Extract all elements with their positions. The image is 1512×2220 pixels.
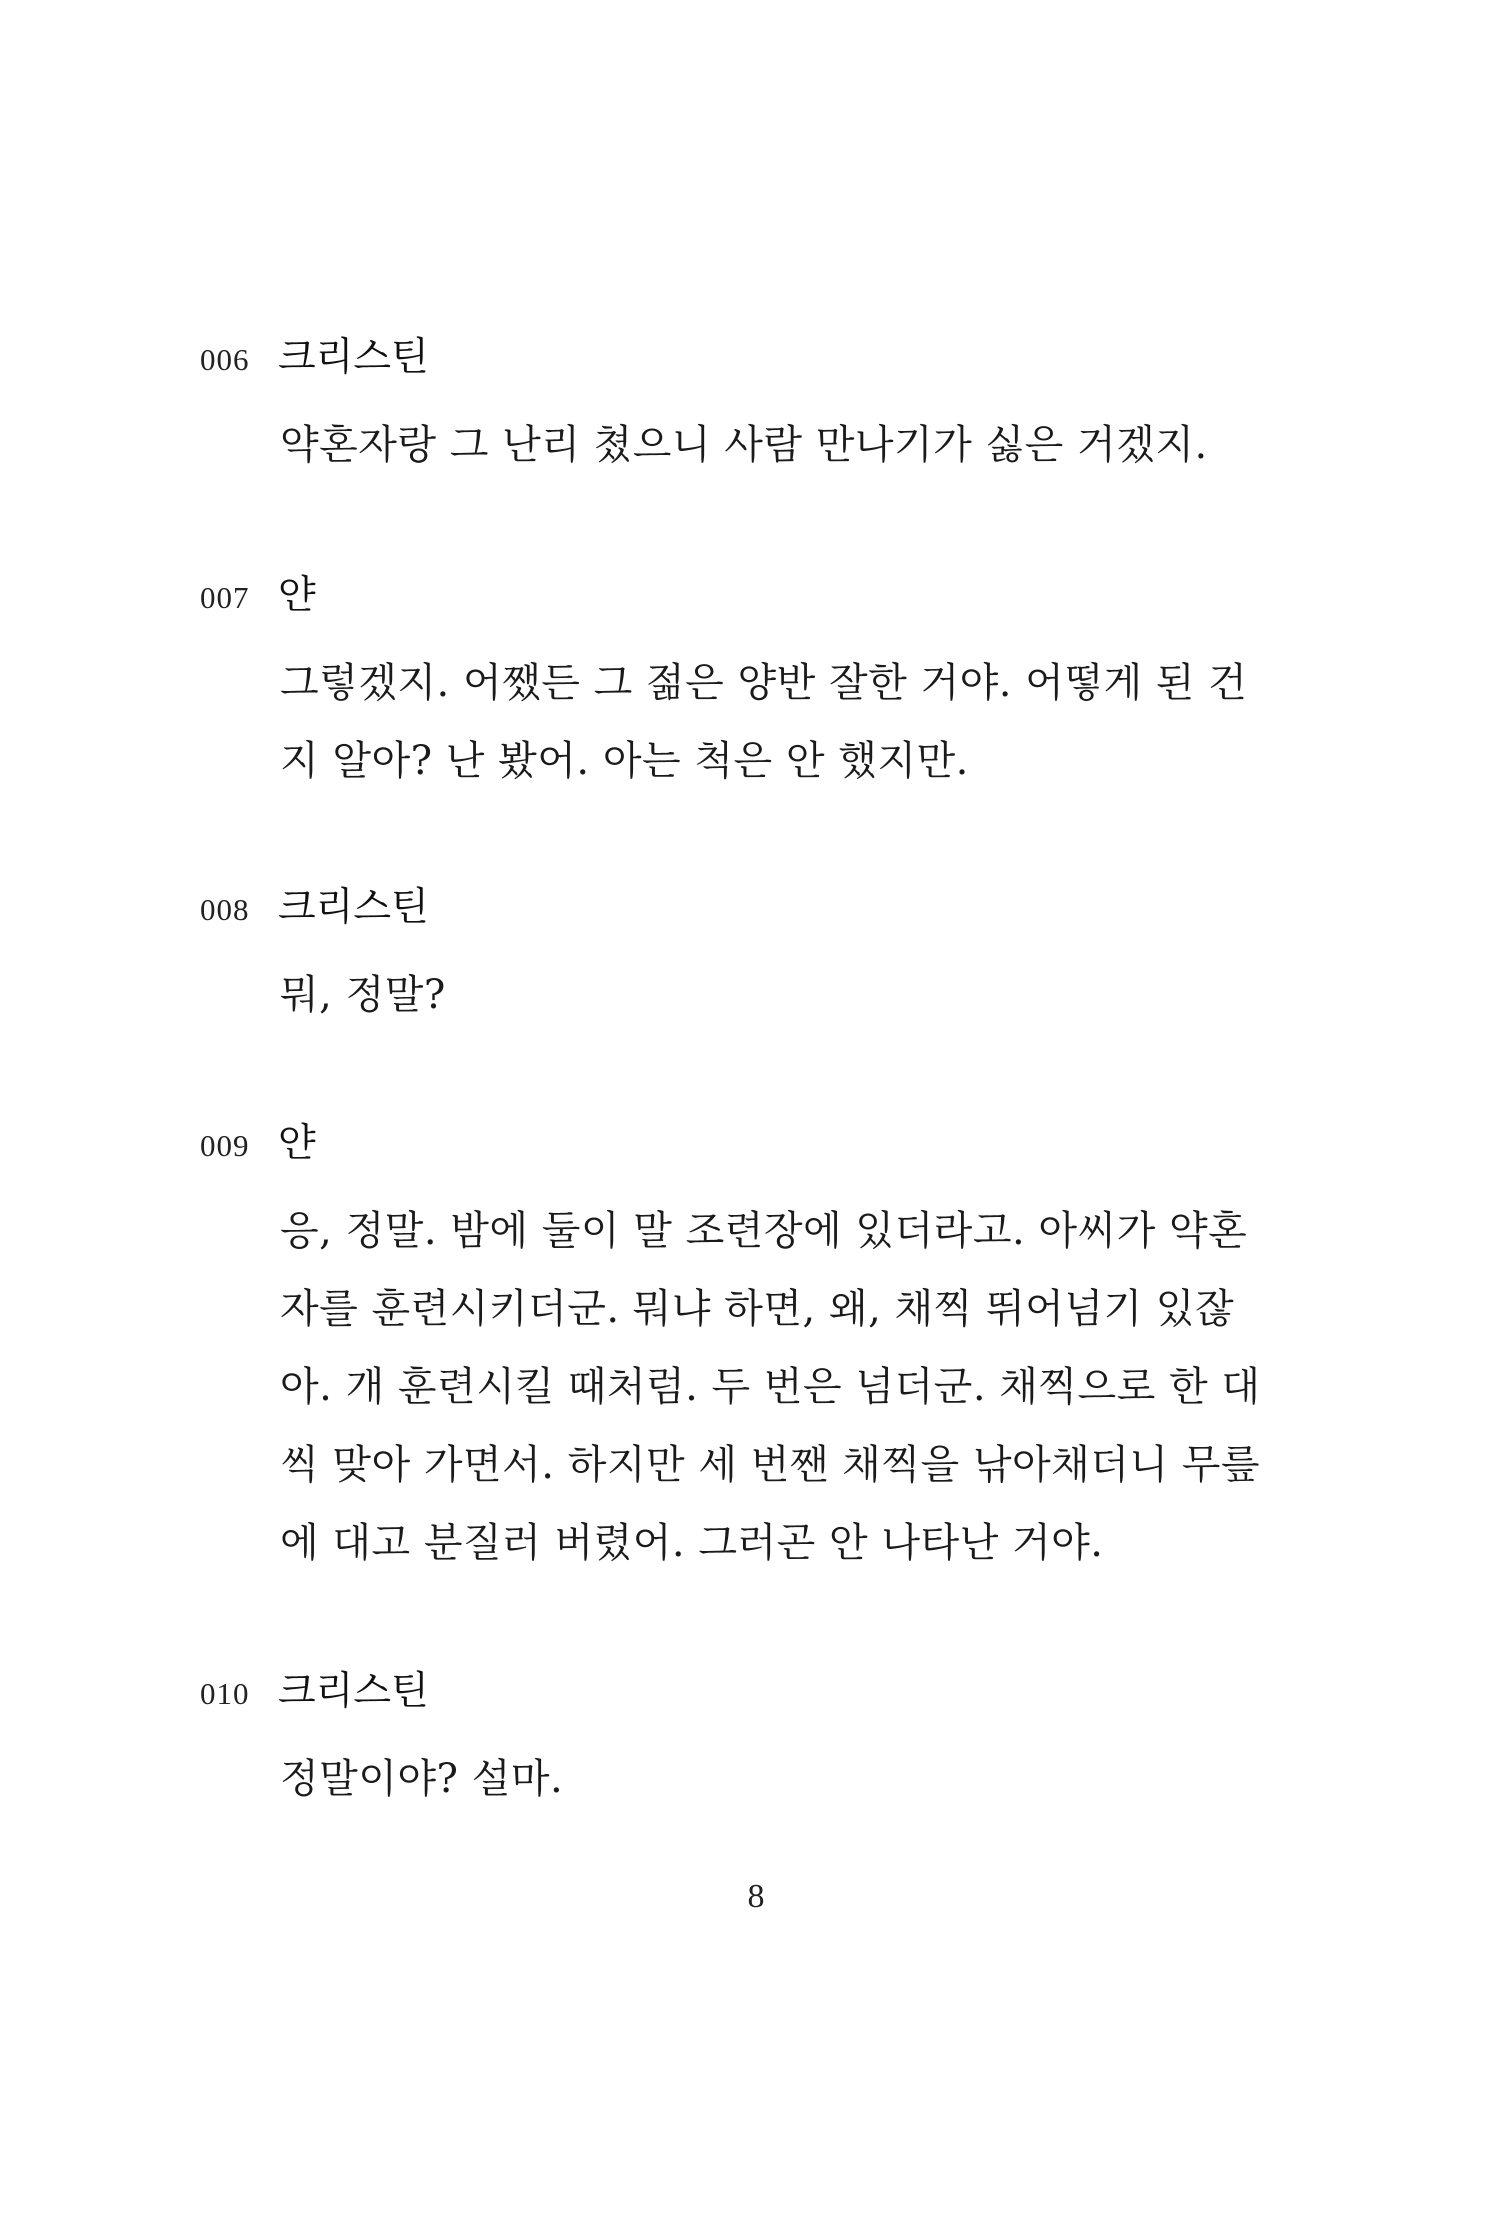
dialogue-text xyxy=(280,1740,1210,1818)
dialogue-line: 약혼자랑 그 난리 쳤으니 사람 만나기가 싫은 거겠지. xyxy=(280,422,1208,468)
dialogue-line: 아. 개 훈련시킬 때처럼. 두 번은 넘더군. 채찍으로 한 대 xyxy=(280,1364,1261,1410)
speaker-name: 크리스틴 xyxy=(278,885,429,930)
entry-header xyxy=(0,566,1512,626)
line-number: 006 xyxy=(200,342,250,377)
line-number: 009 xyxy=(200,1128,250,1163)
dialogue-text xyxy=(280,1192,1261,1582)
dialogue-line: 지 알아? 난 봤어. 아는 척은 안 했지만. xyxy=(280,738,969,784)
dialogue-text xyxy=(280,406,1210,484)
dialogue-line: 씩 맞아 가면서. 하지만 세 번짼 채찍을 낚아채더니 무릎 xyxy=(280,1442,1261,1488)
line-number: 008 xyxy=(200,892,250,927)
dialogue-text xyxy=(280,956,1210,1034)
dialogue-line: 그렇겠지. 어쨌든 그 젊은 양반 잘한 거야. 어떻게 된 건 xyxy=(280,660,1248,706)
dialogue-line: 뭐, 정말? xyxy=(280,972,446,1018)
dialogue-line: 자를 훈련시키더군. 뭐냐 하면, 왜, 채찍 뛰어넘기 있잖 xyxy=(280,1286,1235,1332)
page-number: 8 xyxy=(747,1878,765,1915)
speaker-name: 크리스틴 xyxy=(278,335,429,380)
dialogue-line: 에 대고 분질러 버렸어. 그러곤 안 나타난 거야. xyxy=(280,1520,1104,1566)
speaker-name: 얀 xyxy=(278,1121,316,1166)
line-number: 010 xyxy=(200,1676,250,1711)
speaker-name: 크리스틴 xyxy=(278,1669,429,1714)
dialogue-text xyxy=(280,644,1248,800)
entry-header xyxy=(0,328,1512,388)
entry-header xyxy=(0,1114,1512,1174)
entry-header xyxy=(0,1662,1512,1722)
line-number: 007 xyxy=(200,580,250,615)
dialogue-line: 응, 정말. 밤에 둘이 말 조련장에 있더라고. 아씨가 약혼 xyxy=(280,1208,1248,1254)
speaker-name: 얀 xyxy=(278,573,316,618)
dialogue-line: 정말이야? 설마. xyxy=(280,1756,564,1802)
entry-header xyxy=(0,878,1512,938)
